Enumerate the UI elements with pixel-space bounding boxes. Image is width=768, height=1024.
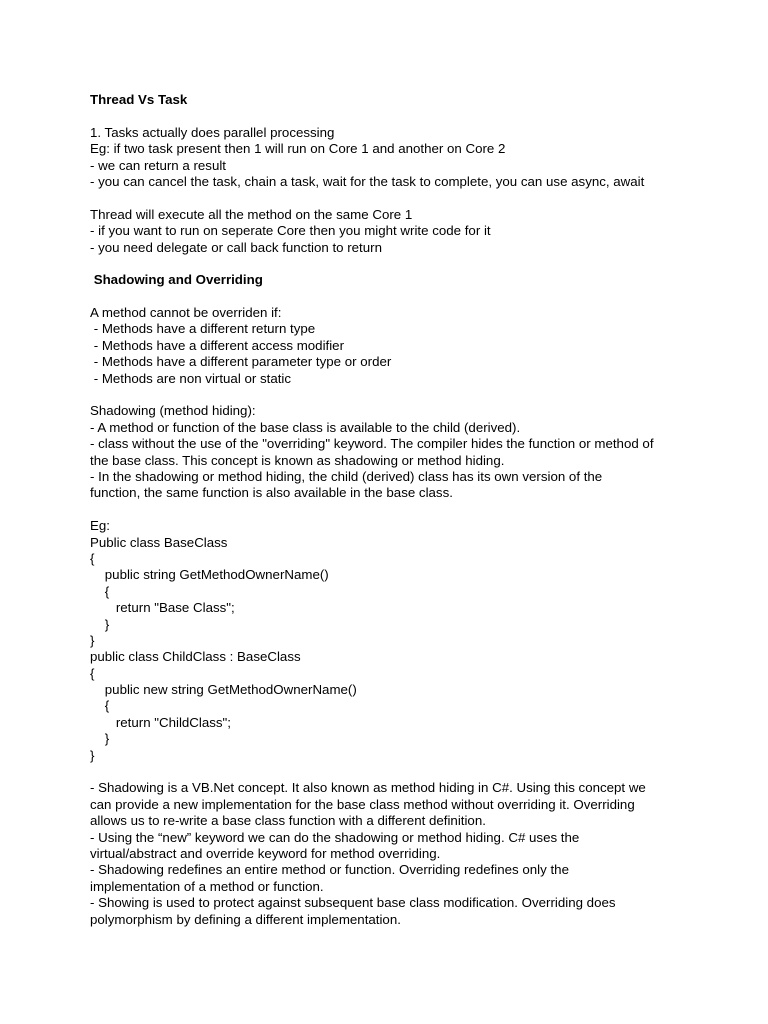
- code-line: return "Base Class";: [90, 600, 235, 616]
- code-line: {: [90, 583, 110, 599]
- heading-thread-vs-task: Thread Vs Task: [90, 92, 188, 107]
- code-line: }: [90, 731, 110, 747]
- override-paragraph: [90, 305, 690, 387]
- text-line: - Shadowing is a VB.Net concept. It also known as method hiding in C#. Using this concept we: [90, 780, 646, 796]
- code-line: Public class BaseClass: [90, 534, 228, 550]
- spacer: [90, 289, 690, 305]
- spacer: [90, 764, 690, 780]
- text-line: - In the shadowing or method hiding, the child (derived) class has its own version of the: [90, 468, 603, 484]
- code-line: public class ChildClass : BaseClass: [90, 649, 301, 665]
- spacer: [90, 387, 690, 403]
- code-line: }: [90, 747, 95, 763]
- code-line: }: [90, 616, 110, 632]
- text-line: allows us to re-write a base class function with a different definition.: [90, 813, 486, 829]
- code-line: return "ChildClass";: [90, 714, 231, 730]
- spacer: [90, 190, 690, 206]
- text-line: polymorphism by defining a different implementation.: [90, 911, 401, 927]
- task-paragraph: [90, 125, 690, 191]
- spacer: [90, 256, 690, 272]
- text-line: 1. Tasks actually does parallel processing: [90, 124, 335, 140]
- code-line: {: [90, 665, 95, 681]
- code-line: public new string GetMethodOwnerName(): [90, 682, 357, 698]
- text-line: - Methods have a different return type: [90, 321, 316, 337]
- text-line: - Showing is used to protect against subsequent base class modification. Overriding does: [90, 895, 616, 911]
- text-line: - you need delegate or call back function to return: [90, 239, 382, 255]
- heading-shadowing-overriding: Shadowing and Overriding: [90, 272, 263, 288]
- text-line: implementation of a method or function.: [90, 878, 324, 894]
- code-line: {: [90, 698, 110, 714]
- text-line: can provide a new implementation for the base class method without overriding it. Overriding: [90, 796, 635, 812]
- text-line: the base class. This concept is known as shadowing or method hiding.: [90, 452, 505, 468]
- text-line: Shadowing (method hiding):: [90, 403, 256, 419]
- text-line: Eg: if two task present then 1 will run on Core 1 and another on Core 2: [90, 141, 506, 157]
- spacer: [90, 502, 690, 518]
- shadowing-paragraph: [90, 403, 690, 501]
- text-line: - Methods are non virtual or static: [90, 370, 292, 386]
- text-line: - Using the “new” keyword we can do the shadowing or method hiding. C# uses the: [90, 829, 580, 845]
- text-line: - you can cancel the task, chain a task, wait for the task to complete, you can use async, await: [90, 173, 645, 189]
- text-line: - if you want to run on seperate Core then you might write code for it: [90, 223, 491, 239]
- summary-paragraph: [90, 780, 690, 928]
- text-line: - A method or function of the base class is available to the child (derived).: [90, 419, 521, 435]
- code-line: }: [90, 632, 95, 648]
- spacer: [90, 108, 690, 124]
- text-line: function, the same function is also available in the base class.: [90, 485, 453, 501]
- text-line: Thread will execute all the method on the same Core 1: [90, 206, 413, 222]
- text-line: - Shadowing redefines an entire method or function. Overriding redefines only the: [90, 862, 569, 878]
- text-line: A method cannot be overriden if:: [90, 305, 282, 321]
- text-line: - we can return a result: [90, 157, 226, 173]
- code-line: {: [90, 550, 95, 566]
- text-line: - Methods have a different parameter type or order: [90, 354, 392, 370]
- text-line: - Methods have a different access modifier: [90, 337, 344, 353]
- code-line: Eg:: [90, 518, 110, 534]
- code-line: public string GetMethodOwnerName(): [90, 567, 329, 583]
- thread-paragraph: [90, 207, 690, 256]
- text-line: - class without the use of the "overriding" keyword. The compiler hides the function or method of: [90, 436, 654, 452]
- document-page: [90, 92, 690, 928]
- text-line: virtual/abstract and override keyword for method overriding.: [90, 845, 441, 861]
- code-example: [90, 518, 690, 764]
